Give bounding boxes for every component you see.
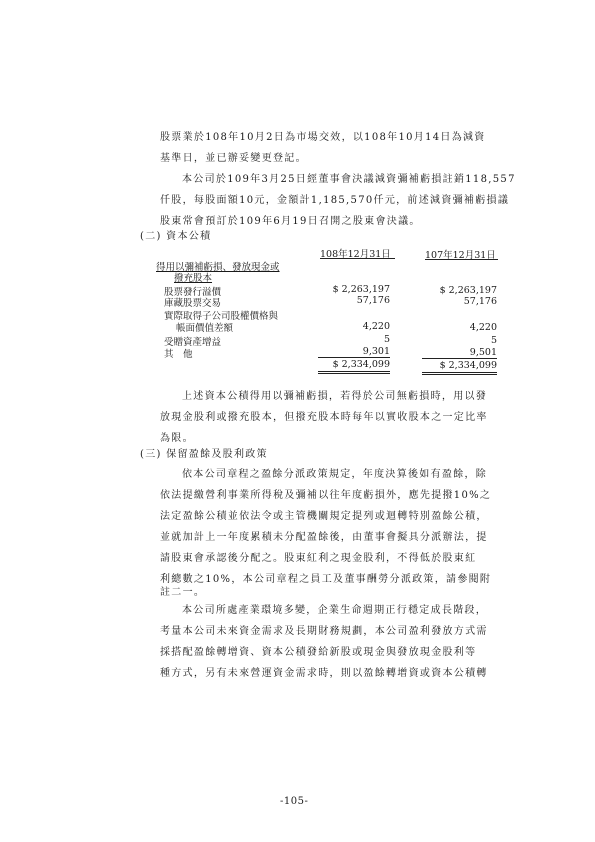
s3-p1-line-3: 法定盈餘公積並依法令或主管機關規定提列或迴轉特別盈餘公積， xyxy=(160,511,488,522)
row-label-donated-assets: 受贈資產增益 xyxy=(164,337,222,348)
s3-p1-line-6: 利總數之10%，本公司章程之員工及董事酬勞分派政策，請參閱附 xyxy=(160,574,492,585)
row-value-book-value-diff-2018: 4,220 xyxy=(469,322,497,333)
p3-line-1: 上述資本公積得用以彌補虧損，若得於公司無虧損時，用以發 xyxy=(182,391,488,402)
p3-line-3: 為限。 xyxy=(160,433,194,444)
s3-p1-line-4: 並就加計上一年度累積未分配盈餘後，由董事會擬具分派辦法，提 xyxy=(160,532,488,543)
s3-p1-line-7: 註二一。 xyxy=(160,587,206,598)
page-number: -105- xyxy=(280,796,309,807)
row-label-book-value-diff: 帳面價值差額 xyxy=(176,323,234,334)
row-label-subsidiary-diff: 實際取得子公司股權價格與 xyxy=(164,311,279,322)
row-label-treasury-stock: 庫藏股票交易 xyxy=(164,298,222,309)
total-2019: $ 2,334,099 xyxy=(332,359,390,370)
row-value-book-value-diff-2019: 4,220 xyxy=(362,321,390,332)
subtotal-rule-2018 xyxy=(422,358,497,359)
section-2-heading: (二) 資本公積 xyxy=(140,231,212,242)
p1-line-1: 股票業於108年10月2日為市場交效，以108年10月14日為減資 xyxy=(160,132,486,143)
total-double-rule-2019-b xyxy=(318,373,390,374)
p2-line-1: 本公司於109年3月25日經董事會決議減資彌補虧損註銷118,557 xyxy=(182,174,516,185)
row-value-donated-assets-2018: 5 xyxy=(490,335,497,346)
s3-p2-line-2: 考量本公司未來資金需求及長期財務規劃，本公司盈利發放方式需 xyxy=(160,626,488,637)
row-label-other: 其 他 xyxy=(164,349,193,360)
row-value-treasury-stock-2019: 57,176 xyxy=(356,295,390,306)
p2-line-3: 股東常會預訂於109年6月19日召開之股東會決議。 xyxy=(160,216,421,227)
row-label-share-premium: 股票發行溢價 xyxy=(164,287,222,298)
s3-p2-line-3: 採搭配盈餘轉增資、資本公積發給新股或現金與發放現金股利等 xyxy=(160,647,477,658)
p3-line-2: 放現金股利或撥充股本，但撥充股本時每年以實收股本之一定比率 xyxy=(160,412,488,423)
s3-p1-line-1: 依本公司章程之盈餘分派政策規定，年度決算後如有盈餘，除 xyxy=(182,469,488,480)
col2-header: 107年12月31日 xyxy=(425,250,496,261)
col1-header-rule xyxy=(320,258,395,259)
total-double-rule-2019-a xyxy=(318,371,390,372)
row-value-other-2019: 9,301 xyxy=(362,346,390,357)
s3-p2-line-1: 本公司所處產業環境多變，企業生命週期正行穩定成長階段， xyxy=(182,605,488,616)
p2-line-2: 仟股，每股面額10元，金額計1,185,570仟元，前述減資彌補虧損議 xyxy=(160,195,510,206)
s3-p1-line-5: 請股東會承認後分配之。股東紅利之現金股利，不得低於股東紅 xyxy=(160,553,477,564)
col2-header-rule xyxy=(425,259,498,260)
capital-surplus-group-label-2: 撥充股本 xyxy=(174,273,213,284)
total-double-rule-2018-a xyxy=(422,372,497,373)
subtotal-rule-2019 xyxy=(318,357,390,358)
s3-p2-line-4: 種方式，另有未來營運資金需求時，則以盈餘轉增資或資本公積轉 xyxy=(160,668,488,679)
row-value-share-premium-2018: $ 2,263,197 xyxy=(439,285,497,296)
row-value-share-premium-2019: $ 2,263,197 xyxy=(332,284,390,295)
section-3-heading: (三) 保留盈餘及股利政策 xyxy=(140,449,268,460)
total-double-rule-2018-b xyxy=(422,374,497,375)
row-value-other-2018: 9,501 xyxy=(469,347,497,358)
row-value-donated-assets-2019: 5 xyxy=(383,334,390,345)
s3-p1-line-2: 依法提繳營利事業所得稅及彌補以往年度虧損外，應先提撥10%之 xyxy=(160,490,492,501)
row-value-treasury-stock-2018: 57,176 xyxy=(463,296,497,307)
total-2018: $ 2,334,099 xyxy=(439,360,497,371)
col1-header: 108年12月31日 xyxy=(320,249,391,260)
p1-line-2: 基準日，並已辦妥變更登記。 xyxy=(160,153,307,164)
capital-surplus-group-label: 得用以彌補虧損、發放現金或 xyxy=(156,262,280,273)
